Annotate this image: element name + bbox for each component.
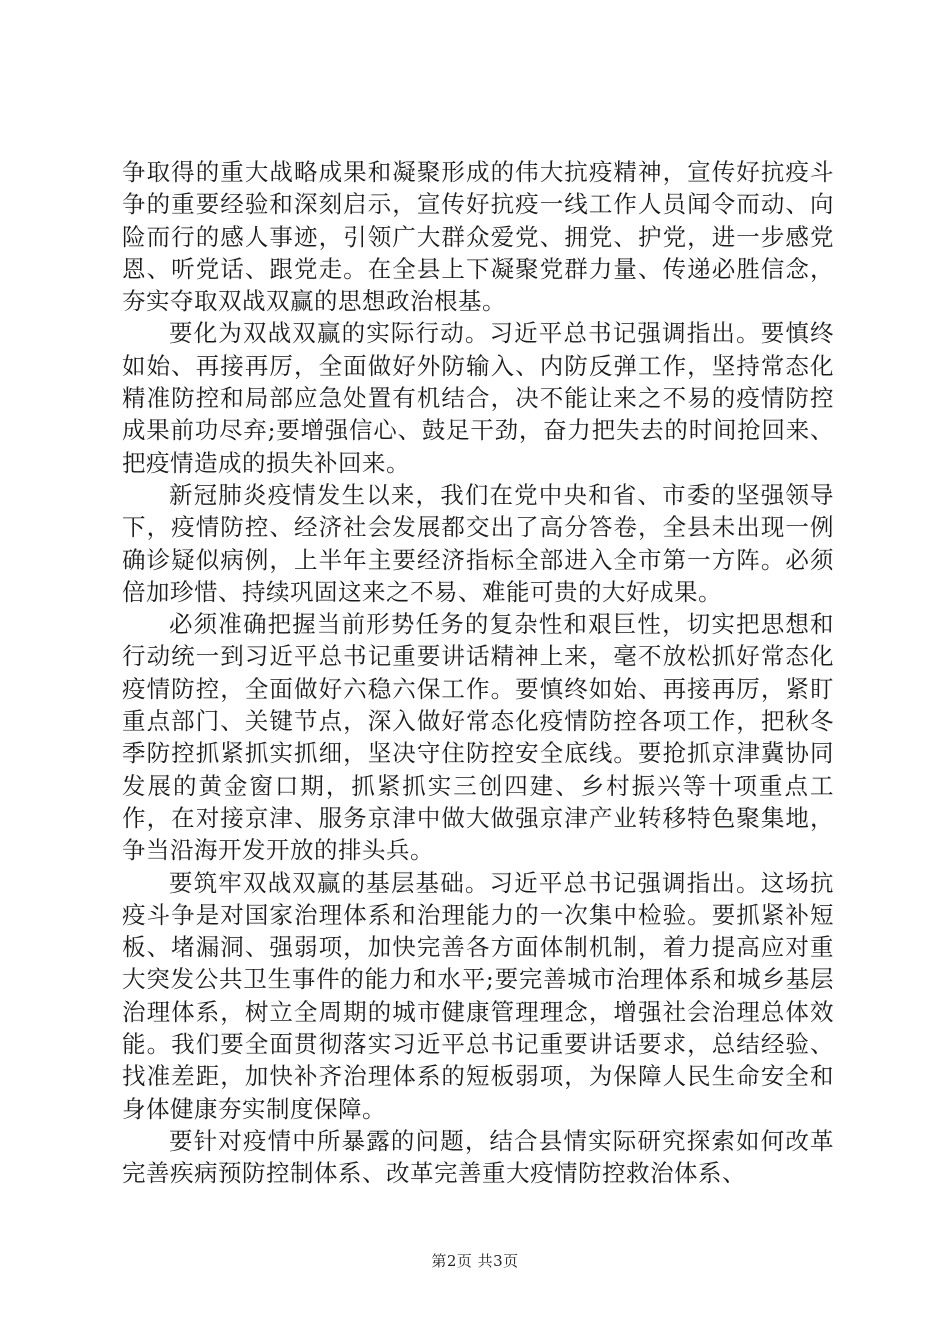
document-body — [122, 156, 834, 1190]
paragraph: 要化为双战双赢的实际行动。习近平总书记强调指出。要慎终如始、再接再厉，全面做好外防输入、内防反弹工作，坚持常态化精准防控和局部应急处置有机结合，决不能让来之不易的疫情防控成果前功尽弃;要增强信心、鼓足干劲，奋力把失去的时间抢回来、把疫情造成的损失补回来。 — [122, 319, 834, 477]
paragraph: 要针对疫情中所暴露的问题，结合县情实际研究探索如何改革完善疾病预防控制体系、改革完善重大疫情防控救治体系、 — [122, 1126, 834, 1188]
page-number-footer: 第2页 共3页 — [431, 1252, 519, 1270]
paragraph: 新冠肺炎疫情发生以来，我们在党中央和省、市委的坚强领导下，疫情防控、经济社会发展都交出了高分答卷，全县未出现一例确诊疑似病例，上半年主要经济指标全部进入全市第一方阵。必须倍加珍惜、持续巩固这来之不易、难能可贵的大好成果。 — [122, 480, 834, 606]
paragraph: 要筑牢双战双赢的基层基础。习近平总书记强调指出。这场抗疫斗争是对国家治理体系和治理能力的一次集中检验。要抓紧补短板、堵漏洞、强弱项，加快完善各方面体制机制，着力提高应对重大突发公共卫生事件的能力和水平;要完善城市治理体系和城乡基层治理体系，树立全周期的城市健康管理理念，增强社会治理总体效能。我们要全面贯彻落实习近平总书记重要讲话要求，总结经验、找准差距，加快补齐治理体系的短板弱项，为保障人民生命安全和身体健康夯实制度保障。 — [122, 868, 834, 1123]
paragraph-continued: 争取得的重大战略成果和凝聚形成的伟大抗疫精神，宣传好抗疫斗争的重要经验和深刻启示，宣传好抗疫一线工作人员闻令而动、向险而行的感人事迹，引领广大群众爱党、拥党、护党，进一步感党恩、听党话、跟党走。在全县上下凝聚党群力量、传递必胜信念，夯实夺取双战双赢的思想政治根基。 — [122, 158, 834, 316]
paragraph: 必须准确把握当前形势任务的复杂性和艰巨性，切实把思想和行动统一到习近平总书记重要讲话精神上来，毫不放松抓好常态化疫情防控，全面做好六稳六保工作。要慎终如始、再接再厉，紧盯重点部门、关键节点，深入做好常态化疫情防控各项工作，把秋冬季防控抓紧抓实抓细，坚决守住防控安全底线。要抢抓京津冀协同发展的黄金窗口期，抓紧抓实三创四建、乡村振兴等十项重点工作，在对接京津、服务京津中做大做强京津产业转移特色聚集地，争当沿海开发开放的排头兵。 — [122, 610, 834, 865]
